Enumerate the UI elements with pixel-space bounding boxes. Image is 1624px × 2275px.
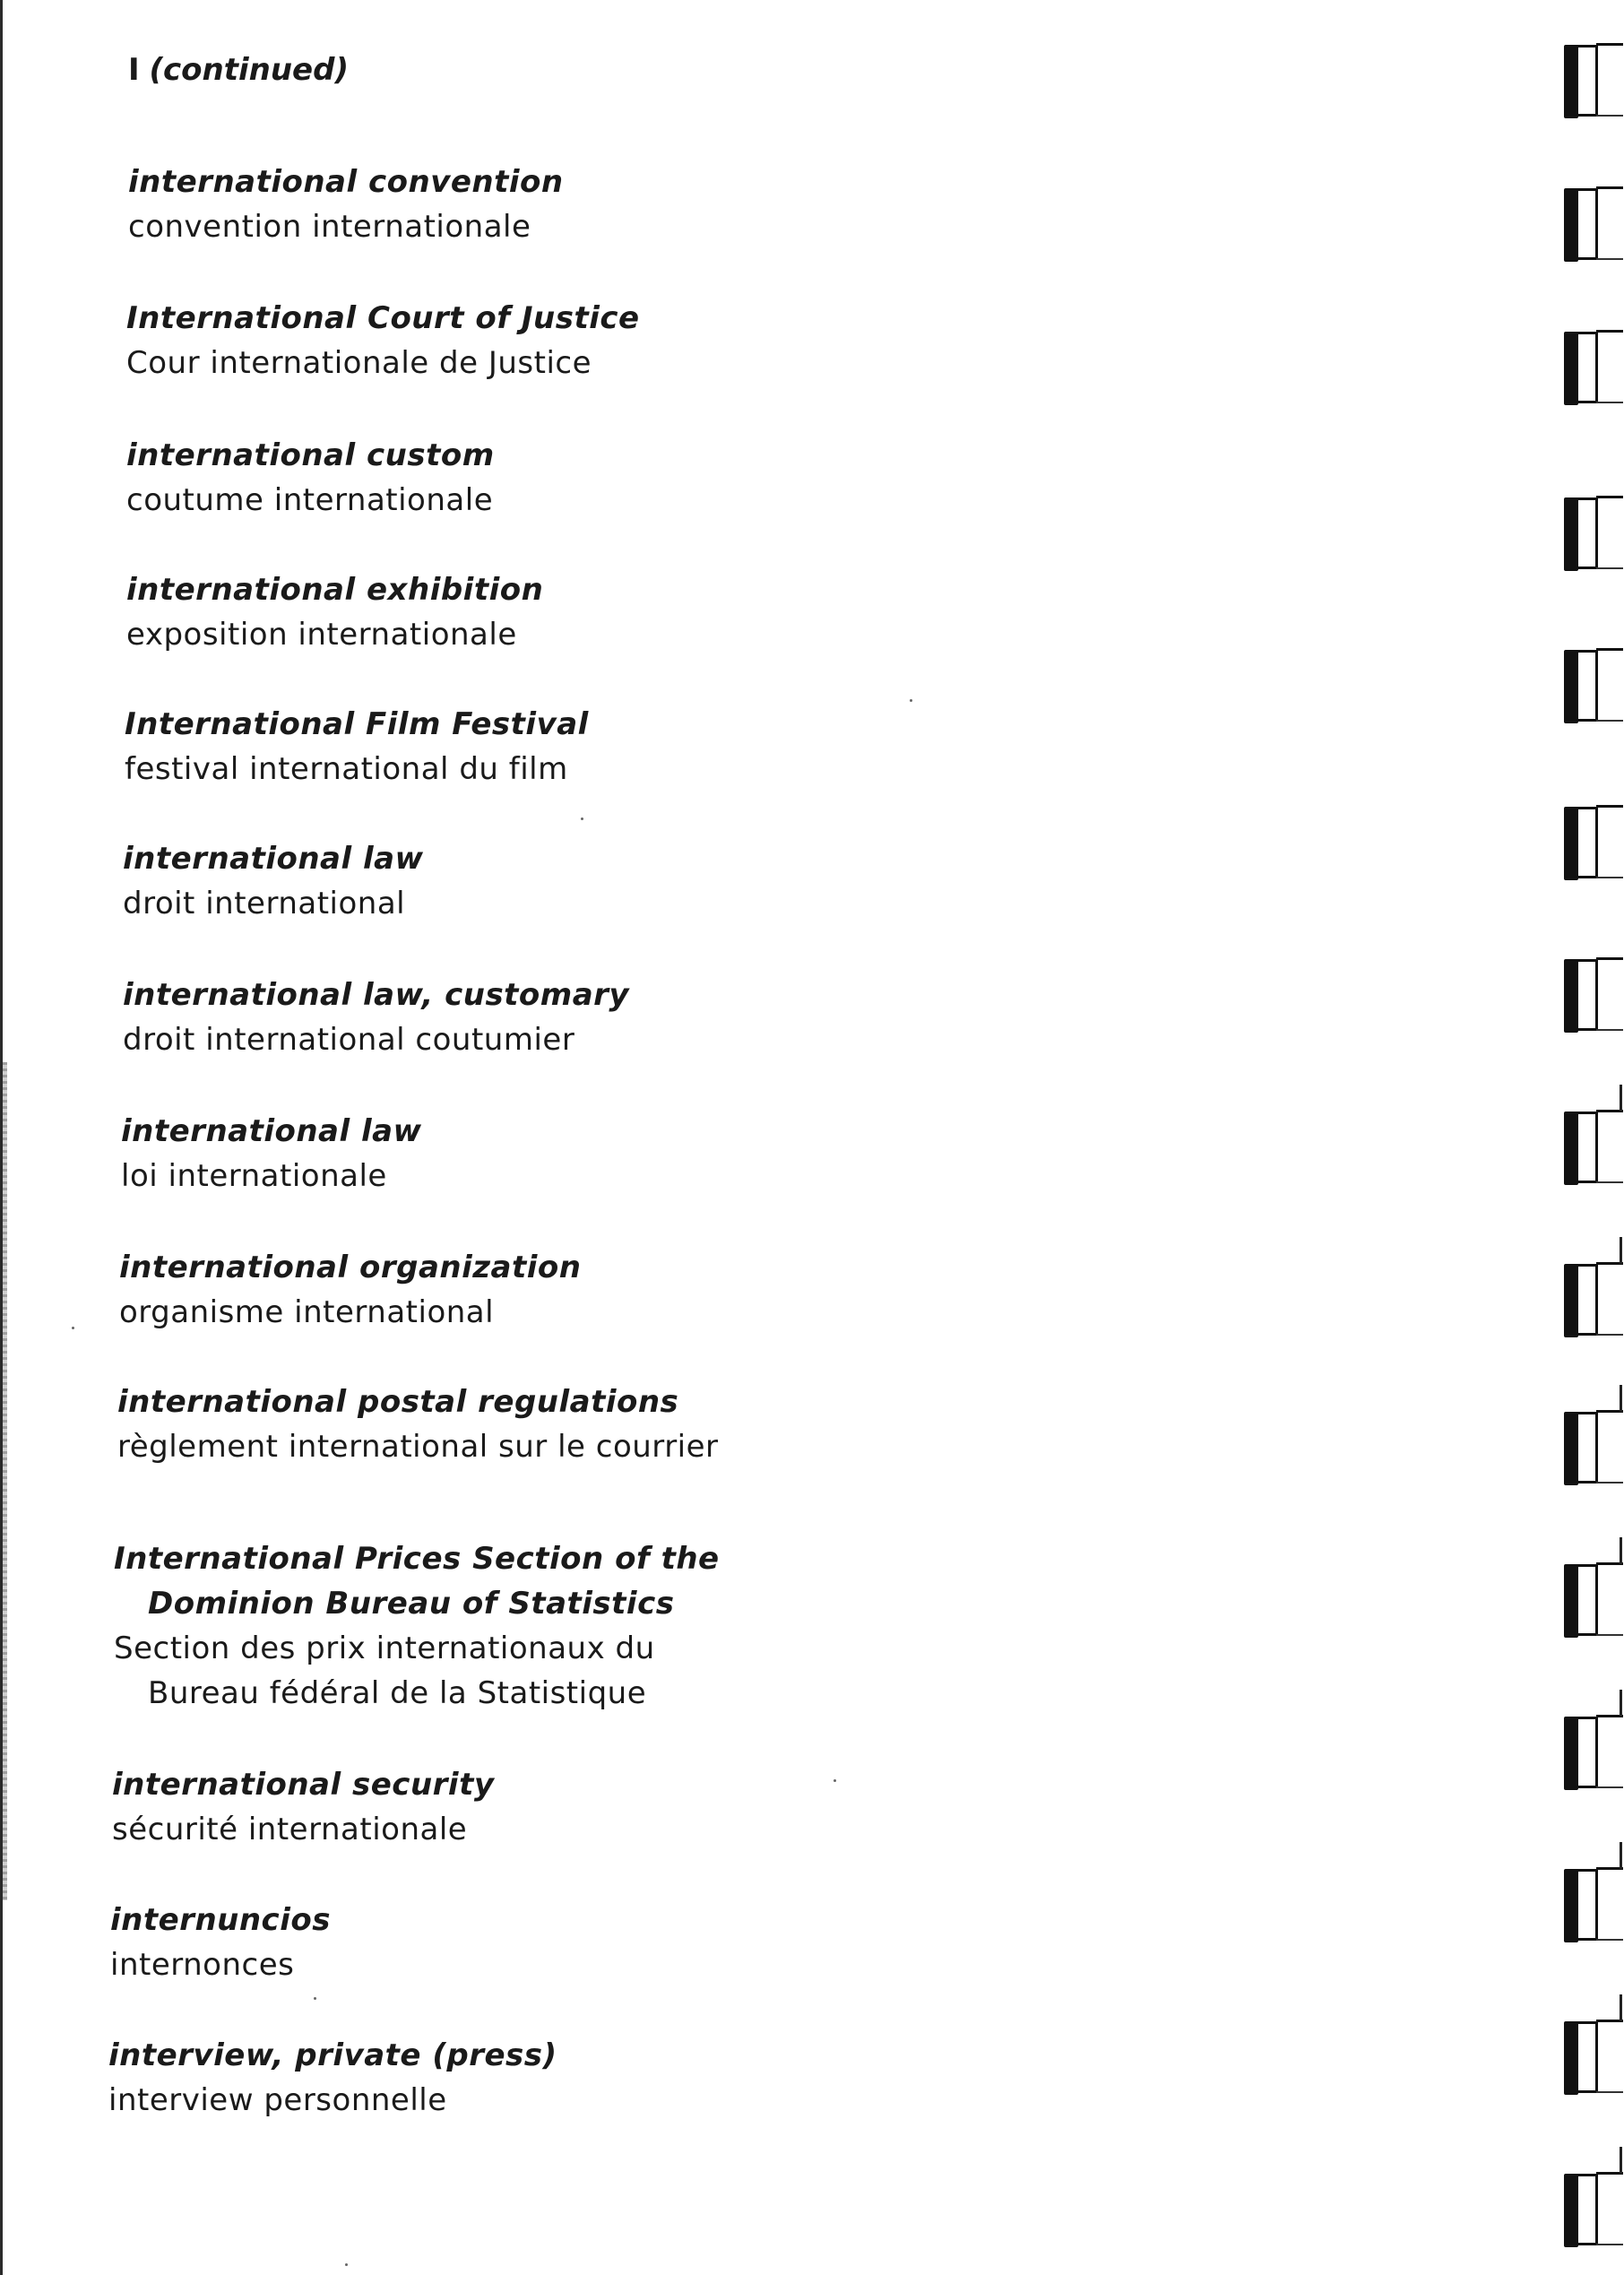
binding-ring — [1564, 1255, 1618, 1345]
entry-english-term: interview, private (press) — [108, 2037, 557, 2073]
section-letter: I — [128, 52, 140, 88]
entry-french-term: organisme international — [119, 1294, 495, 1330]
section-continued-note: (continued) — [149, 52, 349, 88]
entry-french-term: loi internationale — [121, 1158, 387, 1194]
entry-english-term: international convention — [128, 164, 564, 200]
binding-ring — [1564, 950, 1618, 1040]
section-header — [128, 52, 349, 88]
entry-english-term: international custom — [126, 437, 495, 473]
entry-french-term: droit international — [123, 886, 406, 921]
entry-english-term: internuncios — [110, 1902, 331, 1938]
entry-english-term: international security — [112, 1767, 495, 1803]
entry-french-term: convention internationale — [128, 209, 531, 245]
scan-speck — [72, 1327, 74, 1329]
entry-english-term: International Film Festival — [125, 706, 589, 742]
binding-ring — [1564, 641, 1618, 731]
entry-english-term: international organization — [119, 1250, 582, 1285]
binding-ring — [1564, 1708, 1618, 1797]
scan-speck — [314, 1997, 316, 2000]
glossary-entry — [126, 296, 640, 385]
entry-english-term: international law — [121, 1113, 422, 1149]
glossary-entry — [126, 433, 495, 523]
glossary-entry — [119, 1245, 581, 1335]
glossary-entry — [112, 1762, 495, 1852]
entry-english-term: international postal regulations — [117, 1384, 679, 1420]
glossary-entry — [121, 1109, 422, 1198]
glossary-entry — [125, 702, 589, 791]
binding-ring — [1564, 1555, 1618, 1645]
binding-ring — [1564, 2012, 1618, 2102]
entry-french-term: sécurité internationale — [112, 1812, 468, 1847]
entry-french-term: droit international coutumier — [123, 1022, 575, 1058]
entry-french-term: règlement international sur le courrier — [117, 1429, 719, 1465]
entry-french-term: Cour internationale de Justice — [126, 345, 592, 381]
glossary-entry — [117, 1380, 719, 1469]
binding-ring — [1564, 1403, 1618, 1492]
scan-speck — [345, 2263, 348, 2266]
glossary-entry — [126, 567, 543, 657]
entry-english-term: International Court of Justice — [126, 300, 640, 336]
scan-speck — [910, 699, 912, 702]
glossary-entry — [114, 1536, 720, 1716]
spiral-binding — [1564, 0, 1624, 2275]
entry-french-term-continuation: Bureau fédéral de la Statistique — [148, 1675, 647, 1711]
binding-ring — [1564, 2165, 1618, 2254]
scan-speck — [834, 1779, 836, 1782]
page-edge-shadow — [3, 1062, 7, 1900]
binding-ring — [1564, 1103, 1618, 1192]
binding-ring — [1564, 798, 1618, 887]
glossary-entry — [108, 2033, 557, 2123]
binding-ring — [1564, 489, 1618, 578]
entry-french-term: exposition internationale — [126, 617, 517, 653]
entry-french-term: interview personnelle — [108, 2082, 447, 2118]
entry-english-term: international law, customary — [123, 977, 630, 1013]
entry-english-term: international exhibition — [126, 572, 544, 608]
glossary-entry — [123, 973, 629, 1062]
entry-english-term: international law — [123, 841, 424, 877]
glossary-entry — [110, 1898, 331, 1987]
binding-ring — [1564, 36, 1618, 125]
binding-ring — [1564, 1860, 1618, 1950]
entry-french-term: coutume internationale — [126, 482, 494, 518]
binding-ring — [1564, 323, 1618, 412]
scan-speck — [581, 817, 583, 820]
entry-french-term: Section des prix internationaux du — [114, 1631, 655, 1666]
glossary-entry — [128, 160, 564, 249]
entry-french-term: internonces — [110, 1947, 295, 1983]
entry-french-term: festival international du film — [125, 751, 568, 787]
glossary-entry — [123, 836, 424, 926]
entry-english-term-continuation: Dominion Bureau of Statistics — [148, 1586, 675, 1622]
entry-english-term: International Prices Section of the — [114, 1541, 720, 1577]
binding-ring — [1564, 179, 1618, 269]
